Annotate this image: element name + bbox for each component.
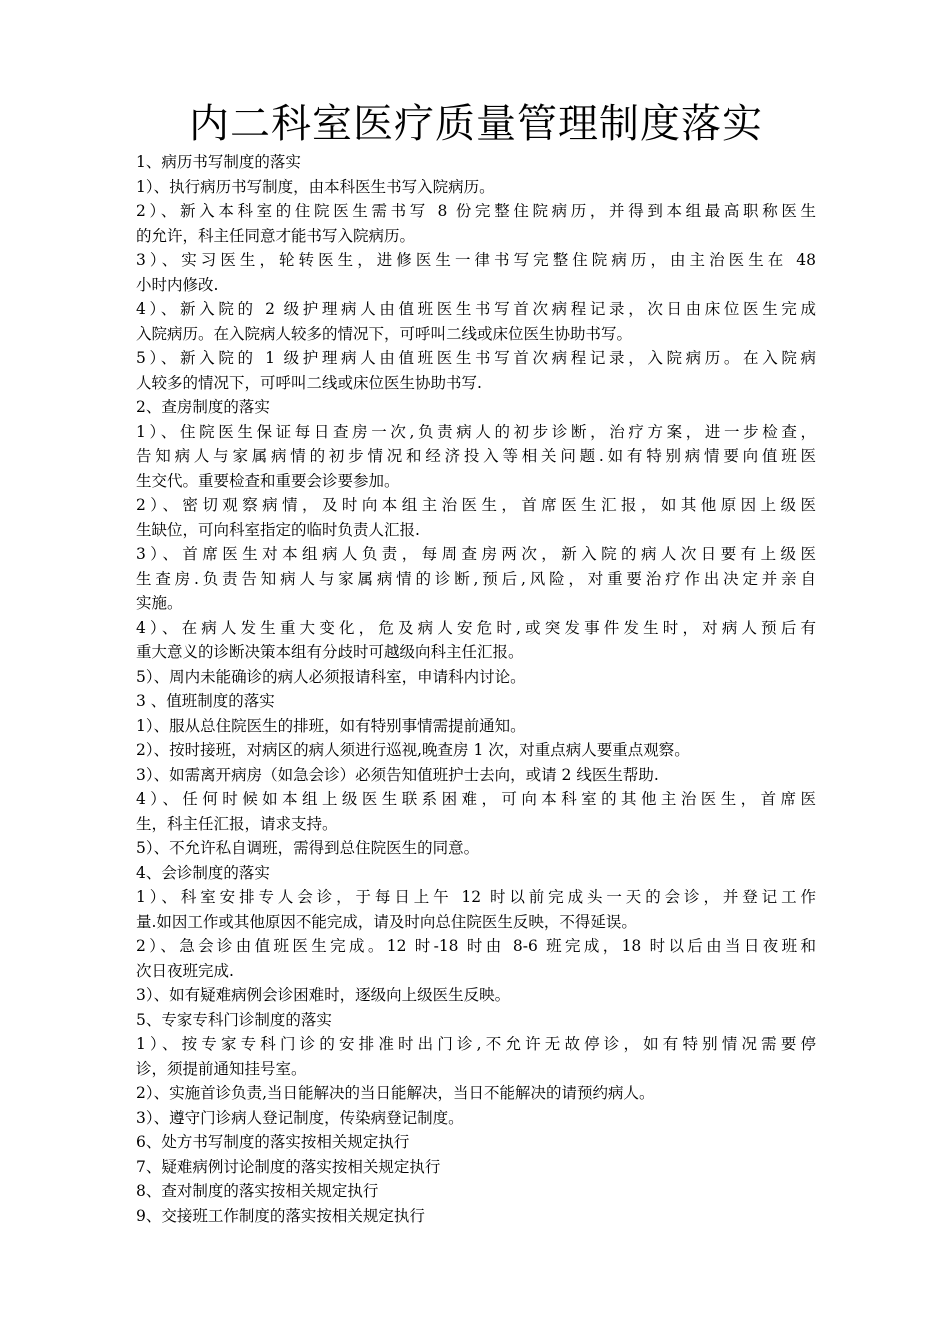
text-line: 4、会诊制度的落实 [136,863,270,882]
text-line: 1）、住院医生保证每日查房一次,负责病人的初步诊断，治疗方案，进一步检查， [136,422,816,441]
text-line: 3）、如需离开病房（如急会诊）必须告知值班护士去向，或请 2 线医生帮助. [136,765,659,784]
text-line: 1、病历书写制度的落实 [136,153,301,171]
text-line: 诊，须提前通知挂号室。 [136,1059,307,1078]
text-line: 2）、实施首诊负责,当日能解决的当日能解决，当日不能解决的请预约病人。 [136,1084,655,1102]
text-line: 5、专家专科门诊制度的落实 [136,1010,332,1029]
text-line: 重大意义的诊断决策本组有分歧时可越级向科主任汇报。 [136,643,524,661]
text-line: 实施。 [136,594,183,612]
text-line: 生查房.负责告知病人与家属病情的诊断,预后,风险，对重要治疗作出决定并亲自 [136,569,816,588]
text-line: 生，科主任汇报，请求支持。 [136,814,338,833]
text-line: 小时内修改. [136,275,219,294]
text-line: 1）、科室安排专人会诊，于每日上午 12 时以前完成头一天的会诊，并登记工作 [136,888,816,906]
text-line: 7、疑难病例讨论制度的落实按相关规定执行 [136,1157,441,1176]
text-line: 生交代。重要检查和重要会诊要参加。 [136,471,400,490]
text-line: 3）、如有疑难病例会诊困难时，逐级向上级医生反映。 [136,986,511,1004]
text-line: 量.如因工作或其他原因不能完成，请及时向总住院医生反映，不得延误。 [136,912,637,931]
text-line: 1）、服从总住院医生的排班，如有特别事情需提前通知。 [136,716,526,735]
text-line: 3）、首席医生对本组病人负责，每周查房两次，新入院的病人次日要有上级医 [136,545,816,563]
text-line: 4）、在病人发生重大变化，危及病人安危时,或突发事件发生时，对病人预后有 [136,618,816,637]
document-body [136,150,816,1228]
text-line: 次日夜班完成. [136,961,234,980]
text-line: 1）、执行病历书写制度，由本科医生书写入院病历。 [136,177,495,196]
text-line: 3）、遵守门诊病人登记制度，传染病登记制度。 [136,1108,464,1127]
text-line: 2）、急会诊由值班医生完成。12 时-18 时由 8-6 班完成，18 时以后由当日夜班和 [136,937,816,955]
text-line: 入院病历。在入院病人较多的情况下，可呼叫二线或床位医生协助书写。 [136,324,633,343]
text-line: 2）、新入本科室的住院医生需书写 8 份完整住院病历，并得到本组最高职称医生 [136,202,816,220]
text-line: 6、处方书写制度的落实按相关规定执行 [136,1133,410,1151]
text-line: 4）、任何时候如本组上级医生联系困难，可向本科室的其他主治医生，首席医 [136,790,816,808]
text-line: 5）、周内未能确诊的病人必须报请科室，申请科内讨论。 [136,667,526,686]
text-line: 2）、密切观察病情，及时向本组主治医生，首席医生汇报，如其他原因上级医 [136,496,816,514]
text-line: 2）、按时接班，对病区的病人须进行巡视,晚查房 1 次，对重点病人要重点观察。 [136,741,690,759]
text-line: 4）、新入院的 2 级护理病人由值班医生书写首次病程记录，次日由床位医生完成 [136,300,816,318]
text-line: 告知病人与家属病情的初步情况和经济投入等相关问题.如有特别病情要向值班医 [136,447,816,465]
text-line: 5）、不允许私自调班，需得到总住院医生的同意。 [136,839,480,857]
text-line: 3）、实习医生，轮转医生，进修医生一律书写完整住院病历，由主治医生在 48 [136,251,816,269]
text-line: 1）、按专家专科门诊的安排准时出门诊,不允许无故停诊，如有特别情况需要停 [136,1035,816,1053]
text-line: 9、交接班工作制度的落实按相关规定执行 [136,1206,425,1225]
text-line: 2、查房制度的落实 [136,398,270,416]
text-line: 生缺位，可向科室指定的临时负责人汇报. [136,520,420,539]
text-line: 的允许，科主任同意才能书写入院病历。 [136,226,416,245]
text-line: 人较多的情况下，可呼叫二线或床位医生协助书写. [136,373,482,392]
document-page [136,98,816,1228]
text-line: 8、查对制度的落实按相关规定执行 [136,1182,379,1200]
page-title: 内二科室医疗质量管理制度落实 [189,101,763,147]
text-line: 5）、新入院的 1 级护理病人由值班医生书写首次病程记录，入院病历。在入院病 [136,349,816,367]
text-line: 3 、值班制度的落实 [136,692,275,710]
